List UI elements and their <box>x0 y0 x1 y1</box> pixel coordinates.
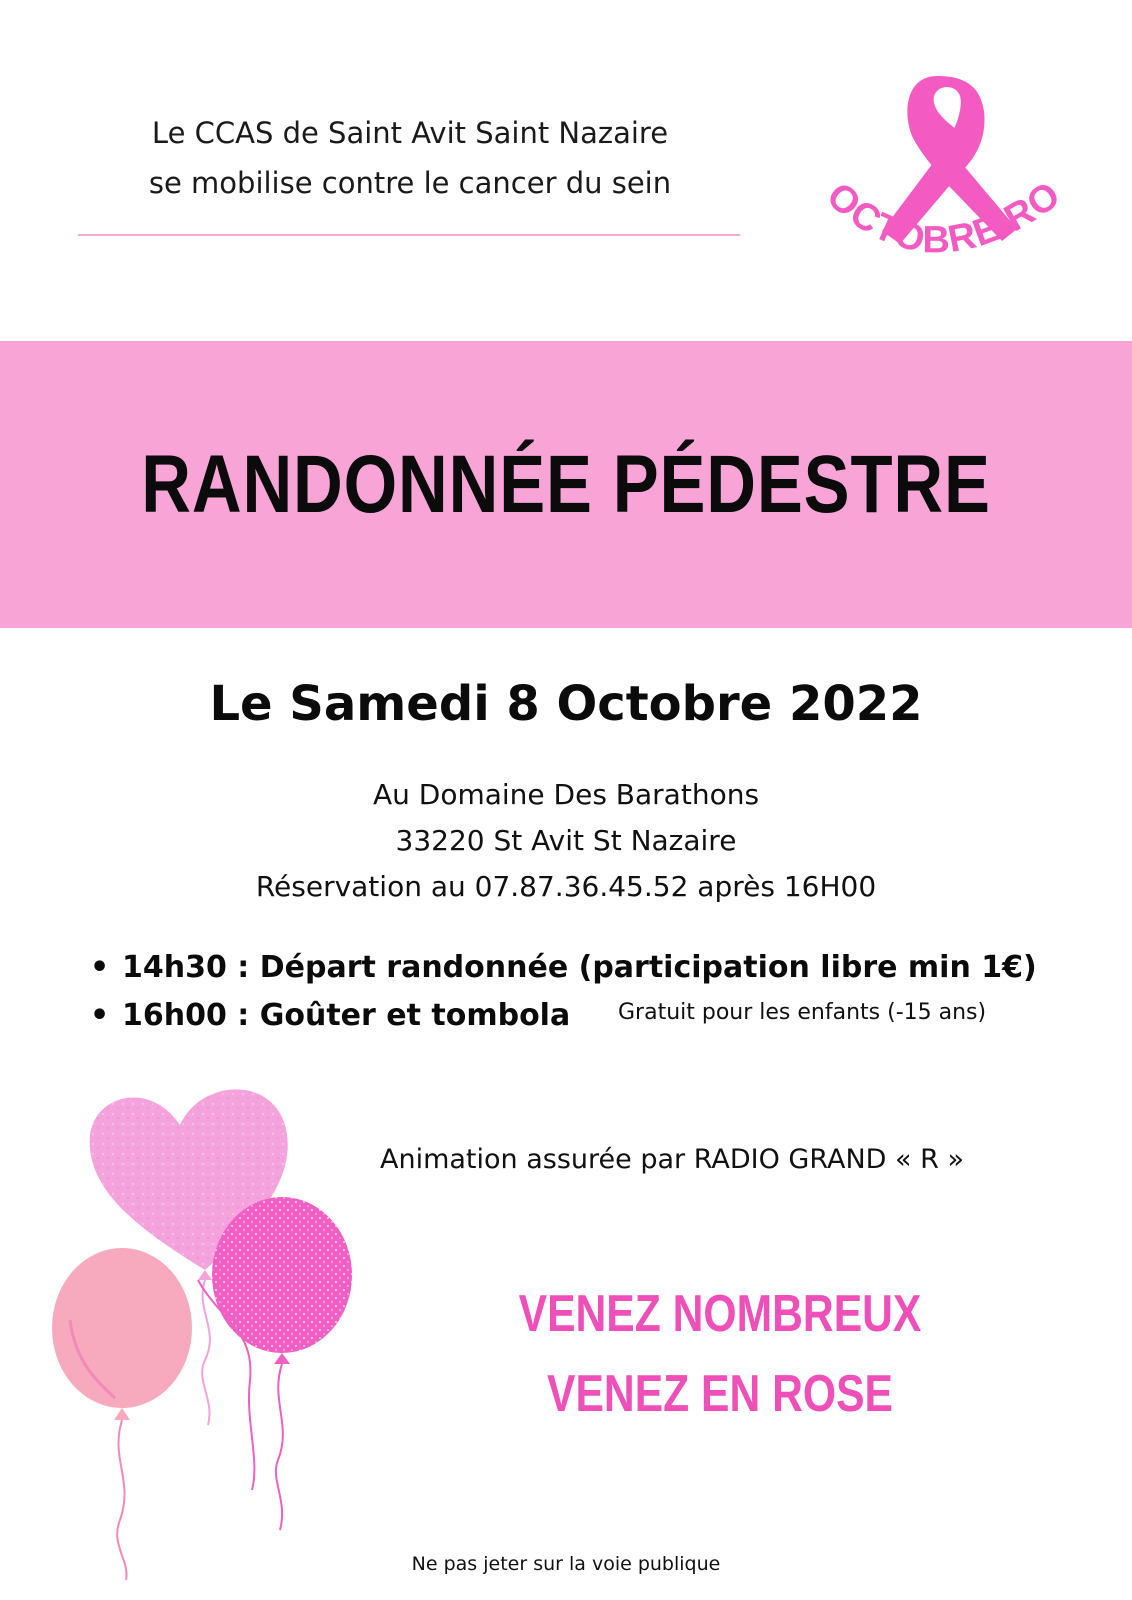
animation-text: Animation assurée par RADIO GRAND « R » <box>380 1144 965 1175</box>
cta-line-1: VENEZ NOMBREUX <box>518 1285 922 1343</box>
bullet-icon: • <box>90 950 110 985</box>
octobre-rose-logo <box>812 36 1082 296</box>
pink-ribbon-icon <box>812 36 1082 296</box>
program-item <box>90 998 1090 1046</box>
divider <box>78 234 740 236</box>
bullet-icon: • <box>90 998 110 1033</box>
balloons-illustration <box>30 1080 370 1580</box>
program-note: Gratuit pour les enfants (-15 ans) <box>618 1000 987 1025</box>
intro-line-1: Le CCAS de Saint Avit Saint Nazaire <box>151 116 669 150</box>
banner-title: RANDONNÉE PÉDESTRE <box>141 438 991 530</box>
reservation-line: Réservation au 07.87.36.45.52 après 16H00 <box>255 870 877 903</box>
intro-line-2: se mobilise contre le cancer du sein <box>148 166 672 200</box>
intro-text <box>70 108 750 208</box>
program-item-text: 14h30 : Départ randonnée (participation libre min 1€) <box>122 950 1037 985</box>
address-line-2: 33220 St Avit St Nazaire <box>395 824 737 857</box>
cta-line-2: VENEZ EN ROSE <box>547 1365 893 1423</box>
program-item <box>90 950 1090 998</box>
event-date: Le Samedi 8 Octobre 2022 <box>209 676 923 732</box>
address-line-1: Au Domaine Des Barathons <box>372 778 760 811</box>
footer-text: Ne pas jeter sur la voie publique <box>411 1553 721 1575</box>
program-item-text: 16h00 : Goûter et tombola <box>122 998 571 1033</box>
title-banner <box>0 341 1132 628</box>
program-list <box>90 950 1090 1046</box>
balloons-icon <box>30 1080 370 1580</box>
address-block <box>0 772 1132 910</box>
octobre-rose-text: OCTOBRE RO <box>818 173 1069 262</box>
